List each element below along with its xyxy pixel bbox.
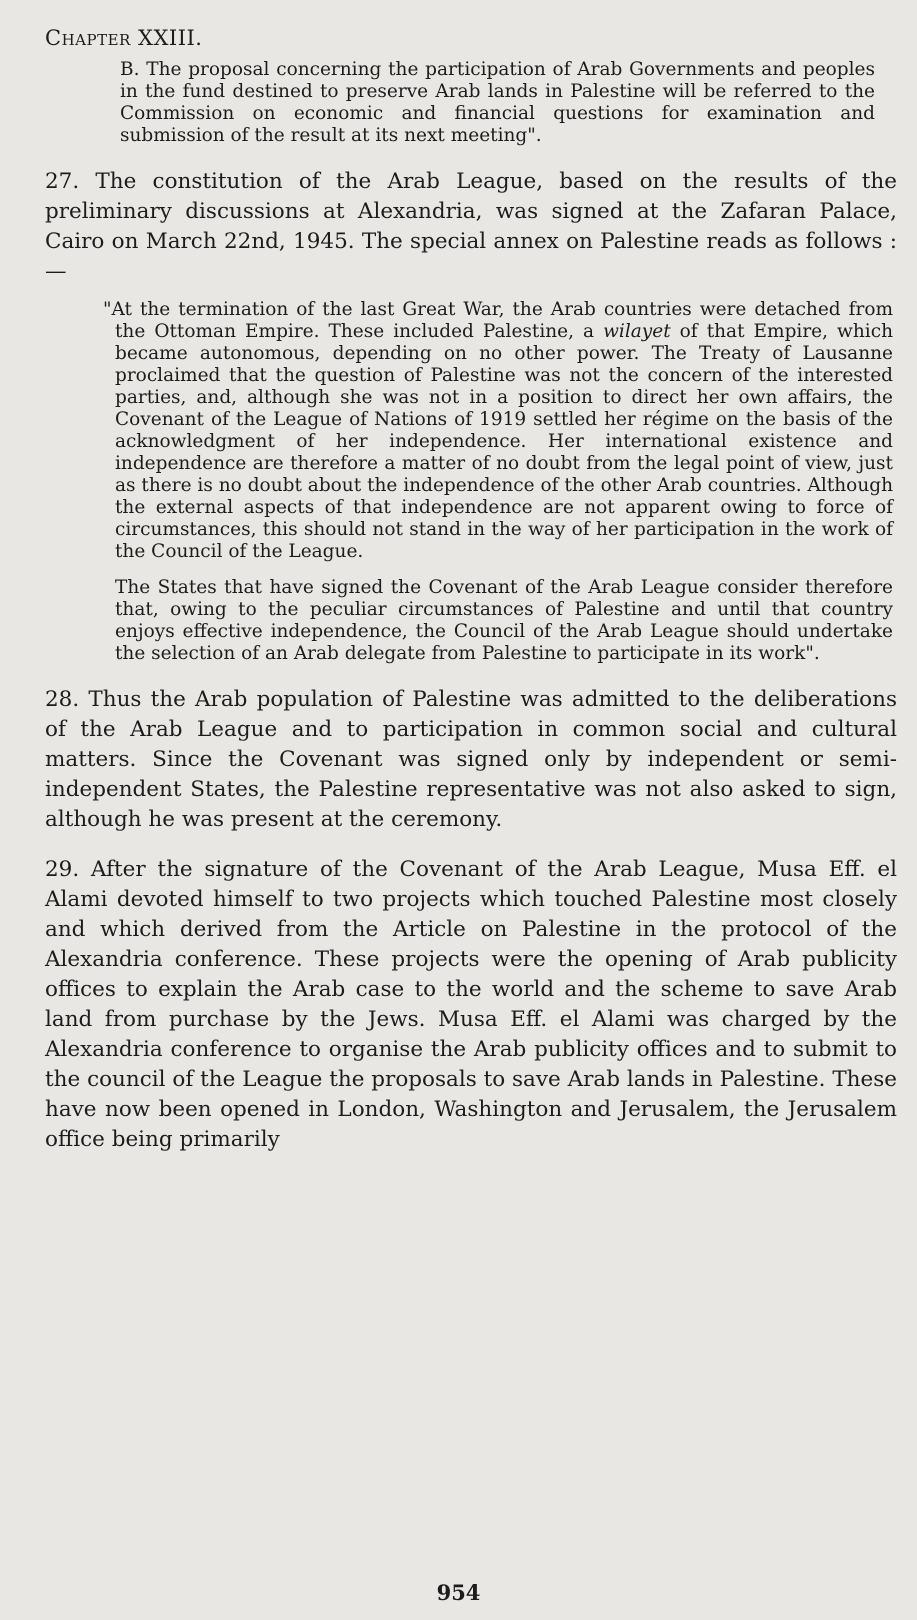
annex-quotation: [103, 299, 893, 665]
paragraph-27: 27. The constitution of the Arab League, based on the results of the preliminary discussions at Alexandria, was signed at the Zafaran Palace, Cairo on March 22nd, 1945. The special annex on Palestine reads as follows :—: [45, 169, 897, 284]
annex-paragraph-1: [103, 299, 893, 563]
paragraph-29: 29. After the signature of the Covenant of the Arab League, Musa Eff. el Alami devoted himself to two projects which touched Palestine most closely and which derived from the Article on Palestine in the protocol of the Alexandria conference. These projects were the opening of Arab publicity offices to explain the Arab case to the world and the scheme to save Arab land from purchase by the Jews. Musa Eff. el Alami was charged by the Alexandria conference to organise the Arab publicity offices and to submit to the council of the League the proposals to save Arab lands in Palestine. These have now been opened in London, Washington and Jerusalem, the Jerusalem office being primarily: [45, 857, 897, 1152]
paragraph-28: 28. Thus the Arab population of Palestine was admitted to the deliberations of the Arab League and to participation in common social and cultural matters. Since the Covenant was signed only by independent or semi-independent States, the Palestine representative was not also asked to sign, although he was present at the ceremony.: [45, 687, 897, 832]
page-number: 954: [436, 1580, 481, 1605]
annex-p1-before: "At the termination of the last Great War, the Arab countries were detached from the Ottoman Empire. These included Palestine, a: [103, 299, 893, 342]
chapter-heading: Chapter XXIII.: [45, 26, 203, 50]
annex-paragraph-2: The States that have signed the Covenant of the Arab League consider therefore that, owing to the peculiar circumstances of Palestine and until that country enjoys effective independence, the Council of the Arab League should undertake the selection of an Arab delegate from Palestine to participate in its work".: [115, 577, 893, 664]
annex-p1-italic: wilayet: [603, 321, 671, 342]
annex-p1-after: of that Empire, which became autonomous, depending on no other power. The Treaty of Lausanne proclaimed that the question of Palestine was not the concern of the interested parties, and, although she was not in a position to direct her own affairs, the Covenant of the League of Nations of 1919 settled her régime on the basis of the acknowledgment of her independence. Her international existence and independence are therefore a matter of no doubt from the legal point of view, just as there is no doubt about the independence of the other Arab countries. Although the external aspects of that independence are not apparent owing to force of circumstances, this should not stand in the way of her participation in the work of the Council of the League.: [115, 321, 893, 562]
quoted-resolution-b: B. The proposal concerning the participation of Arab Governments and peoples in the fund destined to preserve Arab lands in Palestine will be referred to the Commission on economic and financial questions for examination and submission of the result at its next meeting".: [120, 59, 875, 146]
